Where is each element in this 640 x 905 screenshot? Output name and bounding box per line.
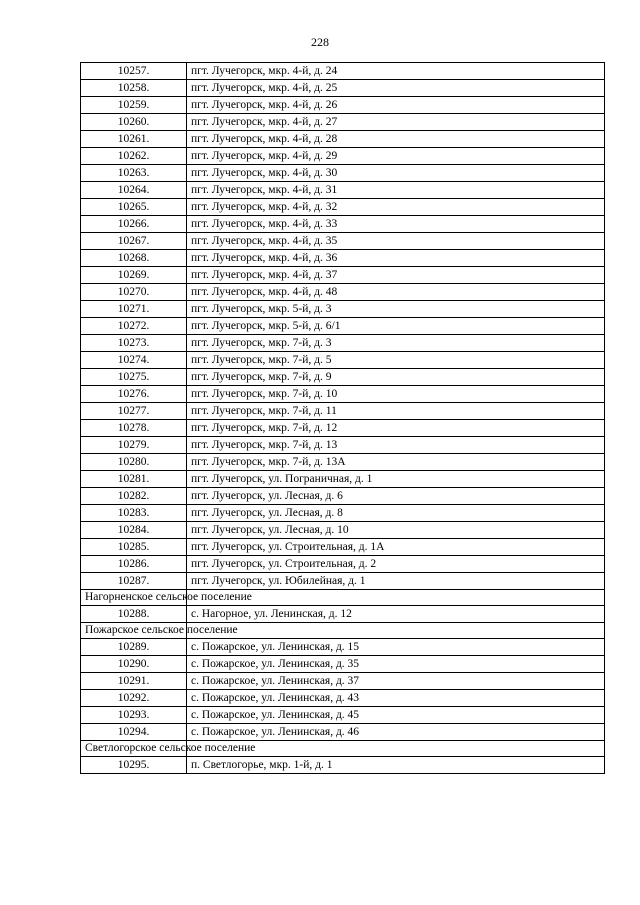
table-row xyxy=(81,199,605,216)
table-row xyxy=(81,488,605,505)
row-address: пгт. Лучегорск, мкр. 7-й, д. 12 xyxy=(187,420,605,437)
table-row xyxy=(81,539,605,556)
row-address: п. Светлогорье, мкр. 1-й, д. 1 xyxy=(187,757,605,774)
row-address: пгт. Лучегорск, мкр. 4-й, д. 32 xyxy=(187,199,605,216)
row-number: 10266. xyxy=(81,216,187,233)
row-number: 10269. xyxy=(81,267,187,284)
table-row xyxy=(81,335,605,352)
row-address: с. Пожарское, ул. Ленинская, д. 37 xyxy=(187,673,605,690)
row-number: 10263. xyxy=(81,165,187,182)
row-address: пгт. Лучегорск, мкр. 4-й, д. 28 xyxy=(187,131,605,148)
table-row xyxy=(81,639,605,656)
row-address: с. Пожарское, ул. Ленинская, д. 35 xyxy=(187,656,605,673)
row-number: 10271. xyxy=(81,301,187,318)
address-table-body xyxy=(81,63,605,774)
row-address: пгт. Лучегорск, мкр. 4-й, д. 37 xyxy=(187,267,605,284)
table-row xyxy=(81,673,605,690)
table-row xyxy=(81,707,605,724)
table-row xyxy=(81,556,605,573)
table-row xyxy=(81,437,605,454)
row-number: 10286. xyxy=(81,556,187,573)
row-address: с. Нагорное, ул. Ленинская, д. 12 xyxy=(187,606,605,623)
row-number: 10283. xyxy=(81,505,187,522)
row-number: 10282. xyxy=(81,488,187,505)
row-number: 10290. xyxy=(81,656,187,673)
table-row xyxy=(81,216,605,233)
row-number: 10275. xyxy=(81,369,187,386)
section-empty-cell xyxy=(187,623,605,639)
row-number: 10285. xyxy=(81,539,187,556)
row-address: пгт. Лучегорск, мкр. 4-й, д. 35 xyxy=(187,233,605,250)
row-address: пгт. Лучегорск, ул. Юбилейная, д. 1 xyxy=(187,573,605,590)
row-address: пгт. Лучегорск, мкр. 7-й, д. 10 xyxy=(187,386,605,403)
row-address: с. Пожарское, ул. Ленинская, д. 43 xyxy=(187,690,605,707)
row-address: пгт. Лучегорск, мкр. 4-й, д. 25 xyxy=(187,80,605,97)
row-number: 10276. xyxy=(81,386,187,403)
address-table xyxy=(80,62,605,774)
row-address: пгт. Лучегорск, мкр. 4-й, д. 48 xyxy=(187,284,605,301)
row-number: 10270. xyxy=(81,284,187,301)
row-number: 10274. xyxy=(81,352,187,369)
section-row xyxy=(81,590,605,606)
section-name: Пожарское сельское поселение xyxy=(81,623,187,639)
table-row xyxy=(81,250,605,267)
row-address: пгт. Лучегорск, мкр. 4-й, д. 33 xyxy=(187,216,605,233)
row-number: 10291. xyxy=(81,673,187,690)
table-row xyxy=(81,80,605,97)
row-number: 10284. xyxy=(81,522,187,539)
table-row xyxy=(81,471,605,488)
table-row xyxy=(81,386,605,403)
table-row xyxy=(81,352,605,369)
row-number: 10273. xyxy=(81,335,187,352)
row-address: пгт. Лучегорск, мкр. 7-й, д. 3 xyxy=(187,335,605,352)
table-row xyxy=(81,182,605,199)
table-row xyxy=(81,63,605,80)
table-row xyxy=(81,656,605,673)
table-row xyxy=(81,403,605,420)
row-number: 10295. xyxy=(81,757,187,774)
section-name: Нагорненское сельское поселение xyxy=(81,590,187,606)
table-row xyxy=(81,606,605,623)
section-row xyxy=(81,623,605,639)
row-address: пгт. Лучегорск, ул. Лесная, д. 8 xyxy=(187,505,605,522)
row-number: 10293. xyxy=(81,707,187,724)
row-number: 10281. xyxy=(81,471,187,488)
row-address: пгт. Лучегорск, ул. Пограничная, д. 1 xyxy=(187,471,605,488)
table-row xyxy=(81,97,605,114)
row-number: 10258. xyxy=(81,80,187,97)
table-row xyxy=(81,233,605,250)
table-row xyxy=(81,420,605,437)
row-number: 10265. xyxy=(81,199,187,216)
row-number: 10264. xyxy=(81,182,187,199)
table-row xyxy=(81,724,605,741)
section-name: Светлогорское сельское поселение xyxy=(81,741,187,757)
row-number: 10279. xyxy=(81,437,187,454)
table-row xyxy=(81,114,605,131)
table-row xyxy=(81,148,605,165)
table-row xyxy=(81,454,605,471)
table-row xyxy=(81,369,605,386)
row-address: пгт. Лучегорск, ул. Лесная, д. 6 xyxy=(187,488,605,505)
row-number: 10294. xyxy=(81,724,187,741)
row-number: 10272. xyxy=(81,318,187,335)
row-number: 10259. xyxy=(81,97,187,114)
table-row xyxy=(81,267,605,284)
table-row xyxy=(81,573,605,590)
row-address: пгт. Лучегорск, мкр. 7-й, д. 11 xyxy=(187,403,605,420)
row-address: пгт. Лучегорск, мкр. 4-й, д. 27 xyxy=(187,114,605,131)
table-row xyxy=(81,522,605,539)
row-address: с. Пожарское, ул. Ленинская, д. 46 xyxy=(187,724,605,741)
row-address: с. Пожарское, ул. Ленинская, д. 15 xyxy=(187,639,605,656)
row-number: 10260. xyxy=(81,114,187,131)
table-row xyxy=(81,757,605,774)
row-address: пгт. Лучегорск, мкр. 5-й, д. 3 xyxy=(187,301,605,318)
row-number: 10277. xyxy=(81,403,187,420)
row-address: пгт. Лучегорск, мкр. 4-й, д. 36 xyxy=(187,250,605,267)
row-address: пгт. Лучегорск, мкр. 5-й, д. 6/1 xyxy=(187,318,605,335)
row-number: 10287. xyxy=(81,573,187,590)
row-number: 10267. xyxy=(81,233,187,250)
row-number: 10292. xyxy=(81,690,187,707)
row-number: 10280. xyxy=(81,454,187,471)
row-address: пгт. Лучегорск, мкр. 4-й, д. 30 xyxy=(187,165,605,182)
table-row xyxy=(81,318,605,335)
row-address: пгт. Лучегорск, мкр. 4-й, д. 26 xyxy=(187,97,605,114)
table-row xyxy=(81,165,605,182)
table-row xyxy=(81,284,605,301)
row-address: пгт. Лучегорск, ул. Строительная, д. 1А xyxy=(187,539,605,556)
row-address: пгт. Лучегорск, ул. Лесная, д. 10 xyxy=(187,522,605,539)
row-number: 10278. xyxy=(81,420,187,437)
table-row xyxy=(81,131,605,148)
row-address: пгт. Лучегорск, мкр. 7-й, д. 13А xyxy=(187,454,605,471)
table-row xyxy=(81,690,605,707)
section-row xyxy=(81,741,605,757)
row-address: с. Пожарское, ул. Ленинская, д. 45 xyxy=(187,707,605,724)
table-row xyxy=(81,505,605,522)
row-address: пгт. Лучегорск, ул. Строительная, д. 2 xyxy=(187,556,605,573)
row-number: 10268. xyxy=(81,250,187,267)
table-row xyxy=(81,301,605,318)
row-number: 10261. xyxy=(81,131,187,148)
row-address: пгт. Лучегорск, мкр. 4-й, д. 29 xyxy=(187,148,605,165)
row-number: 10262. xyxy=(81,148,187,165)
row-address: пгт. Лучегорск, мкр. 7-й, д. 5 xyxy=(187,352,605,369)
page-number: 228 xyxy=(311,35,329,49)
row-number: 10289. xyxy=(81,639,187,656)
row-address: пгт. Лучегорск, мкр. 7-й, д. 9 xyxy=(187,369,605,386)
row-number: 10288. xyxy=(81,606,187,623)
row-address: пгт. Лучегорск, мкр. 7-й, д. 13 xyxy=(187,437,605,454)
row-address: пгт. Лучегорск, мкр. 4-й, д. 24 xyxy=(187,63,605,80)
row-address: пгт. Лучегорск, мкр. 4-й, д. 31 xyxy=(187,182,605,199)
row-number: 10257. xyxy=(81,63,187,80)
